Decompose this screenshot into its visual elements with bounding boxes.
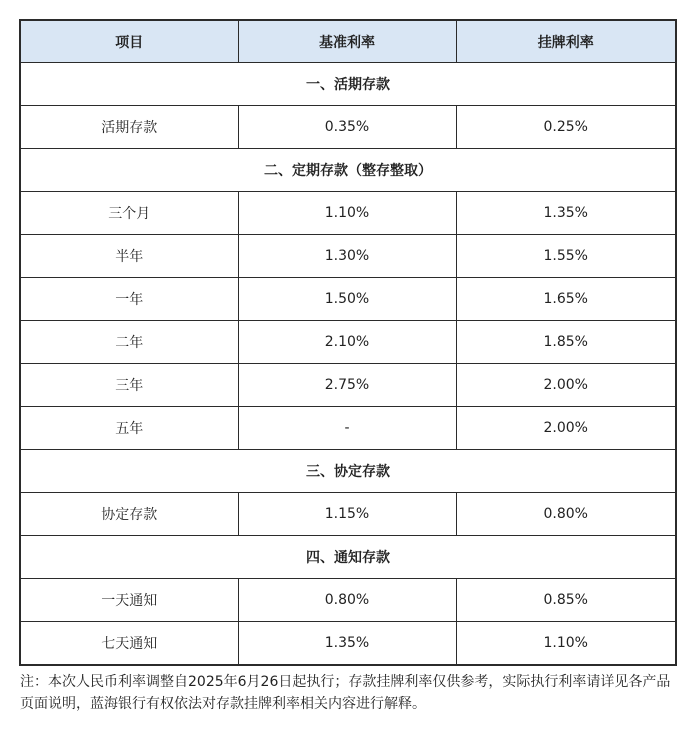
row-listed-rate-cell: 1.35% — [456, 192, 676, 235]
table-row — [20, 192, 676, 235]
row-item-cell: 三年 — [20, 364, 238, 407]
row-base-rate-cell: 1.50% — [238, 278, 456, 321]
table-header — [20, 20, 676, 63]
column-header-listed-rate: 挂牌利率 — [456, 20, 676, 63]
column-header-base-rate: 基准利率 — [238, 20, 456, 63]
footnote: 注：本次人民币利率调整自2025年6月26日起执行；存款挂牌利率仅供参考，实际执行利率请详见各产品页面说明，蓝海银行有权依法对存款挂牌利率相关内容进行解释。 — [20, 674, 671, 712]
section-row — [20, 450, 676, 493]
deposit-rate-table — [19, 19, 677, 666]
row-listed-rate-cell: 1.85% — [456, 321, 676, 364]
row-listed-rate-cell: 0.25% — [456, 106, 676, 149]
table-row — [20, 106, 676, 149]
row-item-cell: 五年 — [20, 407, 238, 450]
row-listed-rate-cell: 2.00% — [456, 407, 676, 450]
table-row — [20, 235, 676, 278]
section-heading: 三、协定存款 — [20, 450, 676, 493]
row-base-rate-cell: 2.75% — [238, 364, 456, 407]
row-listed-rate-cell: 2.00% — [456, 364, 676, 407]
row-base-rate-cell: 0.35% — [238, 106, 456, 149]
table-row — [20, 321, 676, 364]
column-header-item: 项目 — [20, 20, 238, 63]
table-row — [20, 364, 676, 407]
row-item-cell: 七天通知 — [20, 622, 238, 665]
section-row — [20, 536, 676, 579]
section-row — [20, 63, 676, 106]
row-item-cell: 三个月 — [20, 192, 238, 235]
table-row — [20, 278, 676, 321]
row-item-cell: 半年 — [20, 235, 238, 278]
row-base-rate-cell: 1.30% — [238, 235, 456, 278]
row-base-rate-cell: - — [238, 407, 456, 450]
row-listed-rate-cell: 1.65% — [456, 278, 676, 321]
row-listed-rate-cell: 0.80% — [456, 493, 676, 536]
row-base-rate-cell: 1.15% — [238, 493, 456, 536]
row-listed-rate-cell: 1.55% — [456, 235, 676, 278]
row-base-rate-cell: 2.10% — [238, 321, 456, 364]
section-heading: 二、定期存款（整存整取） — [20, 149, 676, 192]
table-row — [20, 579, 676, 622]
row-base-rate-cell: 1.35% — [238, 622, 456, 665]
row-listed-rate-cell: 1.10% — [456, 622, 676, 665]
header-row — [20, 20, 676, 63]
row-item-cell: 一年 — [20, 278, 238, 321]
table-row — [20, 622, 676, 665]
row-base-rate-cell: 1.10% — [238, 192, 456, 235]
table-row — [20, 493, 676, 536]
section-row — [20, 149, 676, 192]
table-row — [20, 407, 676, 450]
row-item-cell: 一天通知 — [20, 579, 238, 622]
row-item-cell: 活期存款 — [20, 106, 238, 149]
section-heading: 四、通知存款 — [20, 536, 676, 579]
row-item-cell: 二年 — [20, 321, 238, 364]
table-body — [20, 63, 676, 665]
row-item-cell: 协定存款 — [20, 493, 238, 536]
row-listed-rate-cell: 0.85% — [456, 579, 676, 622]
row-base-rate-cell: 0.80% — [238, 579, 456, 622]
section-heading: 一、活期存款 — [20, 63, 676, 106]
